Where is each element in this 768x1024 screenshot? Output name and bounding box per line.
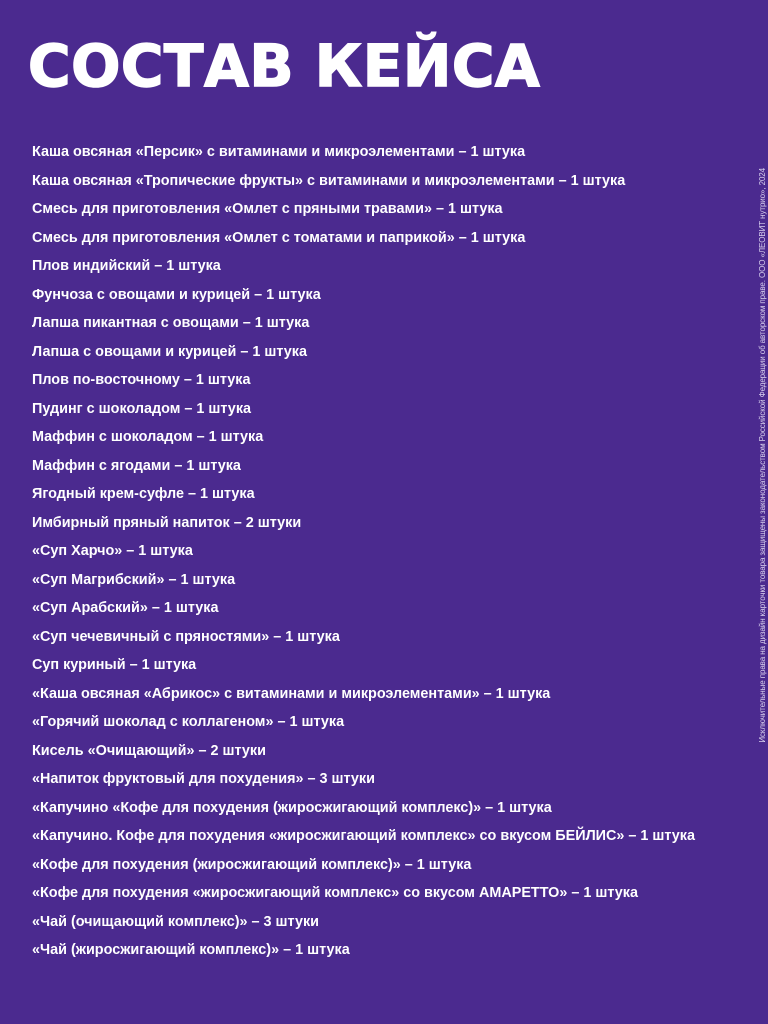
list-item: Маффин с шоколадом – 1 штука (32, 429, 264, 445)
list-item: Смесь для приготовления «Омлет с томатами и паприкой» – 1 штука (32, 229, 526, 246)
list-item: Имбирный пряный напиток – 2 штуки (32, 514, 302, 531)
list-item: «Суп Магрибский» – 1 штука (32, 571, 236, 588)
list-item: Фунчоза с овощами и курицей – 1 штука (32, 286, 321, 303)
list-item: Смесь для приготовления «Омлет с пряными травами» – 1 штука (32, 201, 503, 217)
list-item: Пудинг с шоколадом – 1 штука (32, 400, 252, 417)
list-item: «Чай (очищающий комплекс)» – 3 штуки (32, 913, 320, 930)
list-item: «Чай (жиросжигающий комплекс)» – 1 штука (32, 942, 350, 958)
list-item: Маффин с ягодами – 1 штука (32, 457, 241, 474)
list-item: «Горячий шоколад с коллагеном» – 1 штука (32, 714, 345, 730)
list-item: Лапша с овощами и курицей – 1 штука (32, 343, 308, 360)
list-item: «Кофе для похудения «жиросжигающий комплекс» со вкусом АМАРЕТТО» – 1 штука (32, 885, 638, 901)
list-item: «Каша овсяная «Абрикос» с витаминами и микроэлементами» – 1 штука (32, 685, 551, 702)
list-item: Плов по-восточному – 1 штука (32, 372, 251, 388)
list-item: Каша овсяная «Персик» с витаминами и микроэлементами – 1 штука (32, 144, 526, 160)
page-title: СОСТАВ КЕЙСА (28, 32, 541, 100)
list-item: Ягодный крем-суфле – 1 штука (32, 486, 255, 502)
list-item: «Кофе для похудения (жиросжигающий комплекс)» – 1 штука (32, 856, 472, 873)
list-item: Лапша пикантная с овощами – 1 штука (32, 315, 310, 331)
list-item: «Напиток фруктовый для похудения» – 3 штуки (32, 771, 375, 787)
list-item: Плов индийский – 1 штука (32, 258, 221, 274)
list-item: Каша овсяная «Тропические фрукты» с витаминами и микроэлементами – 1 штука (32, 172, 626, 189)
list-item: «Суп Арабский» – 1 штука (32, 600, 219, 616)
list-item: Суп куриный – 1 штука (32, 657, 197, 673)
list-item: «Капучино «Кофе для похудения (жиросжигающий комплекс)» – 1 штука (32, 799, 552, 816)
copyright-notice: Исключительные права на дизайн карточки товара защищены законодательством Российской Федерации об авторском праве. ООО «ЛЕОВИТ нутрио», 2024 (758, 168, 767, 743)
list-item: «Суп Харчо» – 1 штука (32, 543, 193, 559)
list-item: «Капучино. Кофе для похудения «жиросжигающий комплекс» со вкусом БЕЙЛИС» – 1 штука (32, 828, 696, 844)
case-contents-list (32, 138, 752, 965)
list-item: «Суп чечевичный с пряностями» – 1 штука (32, 628, 340, 645)
list-item: Кисель «Очищающий» – 2 штуки (32, 742, 266, 759)
